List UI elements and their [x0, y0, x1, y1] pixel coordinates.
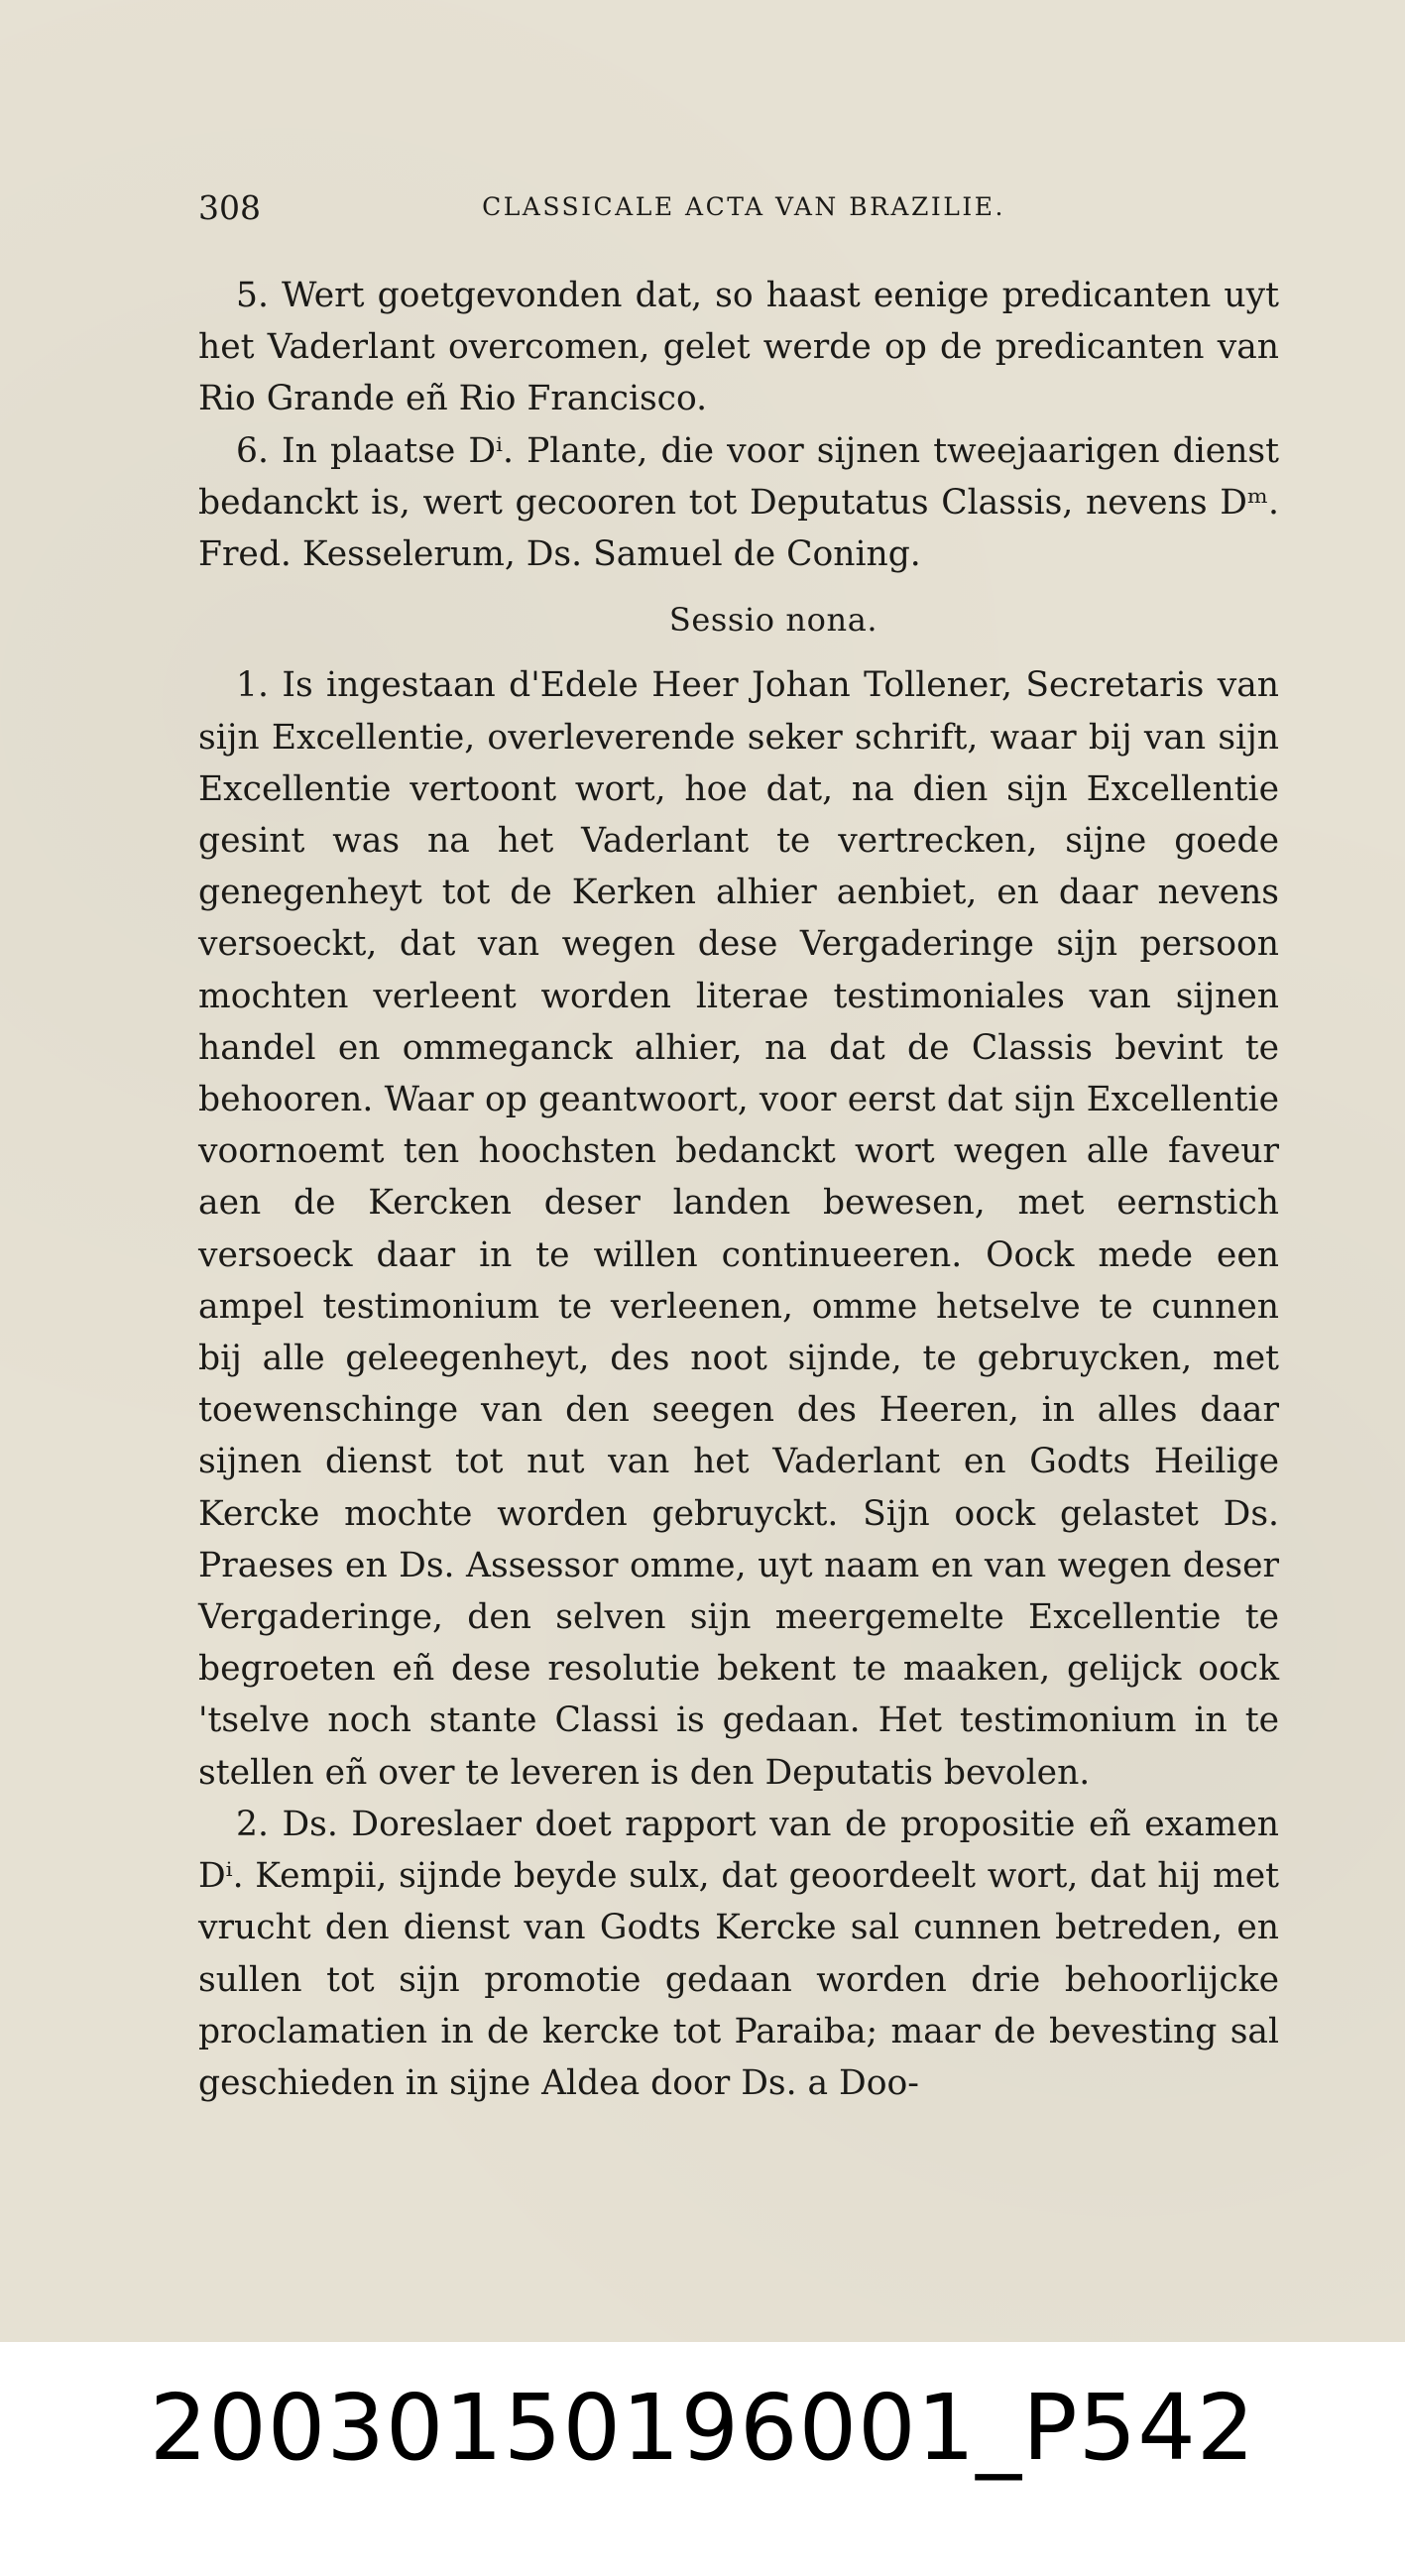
- paragraph-2: 2. Ds. Doreslaer doet rapport van de propositie eñ examen Dⁱ. Kempii, sijnde beyde sulx, dat geoordeelt wort, dat hij met vrucht den dienst van Godts Kercke sal cunnen betreden, en sullen tot sijn promotie gedaan worden drie behoorlijcke proclamatien in de kercke tot Paraiba; maar de bevesting sal geschieden in sijne Aldea door Ds. a Doo-: [198, 1804, 1279, 2103]
- running-title: CLASSICALE ACTA VAN BRAZILIE.: [482, 192, 1005, 221]
- paragraph-1: 1. Is ingestaan d'Edele Heer Johan Tollener, Secretaris van sijn Excellentie, overleverende seker schrift, waar bij van sijn Excellentie vertoont wort, hoe dat, na dien sijn Excellentie gesint was na het Vaderlant te vertrecken, sijne goede genegenheyt tot de Kerken alhier aenbiet, en daar nevens versoeckt, dat van wegen dese Vergaderinge sijn persoon mochten verleent worden literae testimoniales van sijnen handel en ommeganck alhier, na dat de Classis bevint te behooren. Waar op geantwoort, voor eerst dat sijn Excellentie voornoemt ten hoochsten bedanckt wort wegen alle faveur aen de Kercken deser landen bewesen, met eernstich versoeck daar in te willen continueeren. Oock mede een ampel testimonium te verleenen, omme hetselve te cunnen bij alle geleegenheyt, des noot sijnde, te gebruycken, met toewenschinge van den seegen des Heeren, in alles daar sijnen dienst tot nut van het Vaderlant en Godts Heilige Kercke mochte worden gebruyckt. Sijn oock gelastet Ds. Praeses en Ds. Assessor omme, uyt naam en van wegen deser Vergaderinge, den selven sijn meergemelte Excellentie te begroeten eñ dese resolutie bekent te maaken, gelijck oock 'tselve noch stante Classi is gedaan. Het testimonium in te stellen eñ over te leveren is den Deputatis bevolen.: [198, 665, 1279, 1793]
- section-heading: Sessio nona.: [668, 601, 878, 640]
- page-number: 308: [198, 188, 261, 227]
- paragraph-5: 5. Wert goetgevonden dat, so haast eenige predicanten uyt het Vaderlant overcomen, gelet werde op de predicanten van Rio Grande eñ Rio Francisco.: [198, 276, 1279, 419]
- image-id-caption: 20030150196001_P542: [149, 2375, 1256, 2481]
- body-text: [198, 270, 1279, 2109]
- paragraph-6: 6. In plaatse Dⁱ. Plante, die voor sijnen tweejaarigen dienst bedanckt is, wert gecooren tot Deputatus Classis, nevens Dᵐ. Fred. Kesselerum, Ds. Samuel de Coning.: [198, 430, 1279, 575]
- running-head: [198, 188, 1220, 228]
